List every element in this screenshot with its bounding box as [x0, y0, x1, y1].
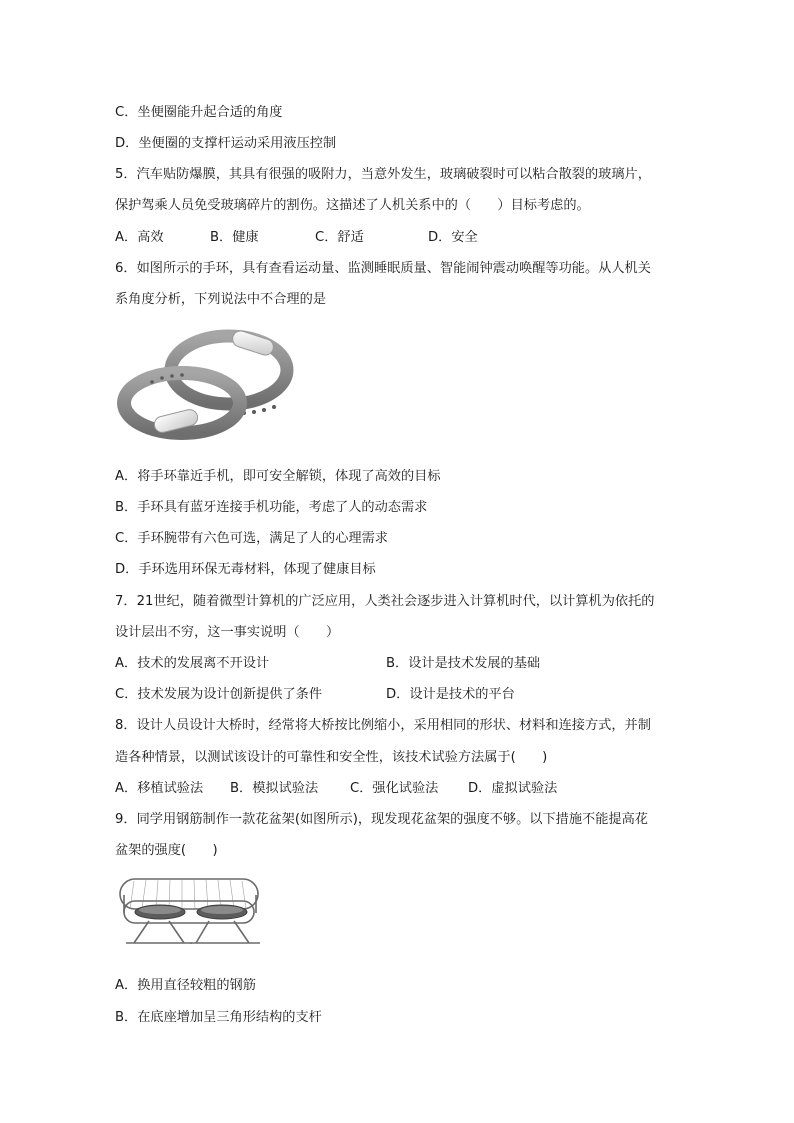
q4-option-d: D．坐便圈的支撑杆运动采用液压控制 — [115, 136, 337, 151]
q8-option-b: B．模拟试验法 — [230, 781, 319, 796]
q8-option-d: D．虚拟试验法 — [468, 781, 558, 796]
q8-stem-line1: 8．设计人员设计大桥时，经常将大桥按比例缩小，采用相同的形状、材料和连接方式，并制 — [115, 718, 651, 733]
q5-option-c: C．舒适 — [315, 230, 364, 245]
q7-stem-line1: 7．21世纪，随着微型计算机的广泛应用，人类社会逐步进入计算机时代，以计算机为依托的 — [115, 594, 655, 609]
q6-option-a: A．将手环靠近手机，即可安全解锁，体现了高效的目标 — [115, 469, 441, 484]
flowerpot-stand-image — [114, 873, 266, 953]
q5-stem-line1: 5．汽车贴防爆膜，其具有很强的吸附力，当意外发生，玻璃破裂时可以粘合散裂的玻璃片， — [115, 167, 651, 182]
q7-option-a: A．技术的发展离不开设计 — [115, 656, 270, 671]
q9-option-a: A．换用直径较粗的钢筋 — [115, 978, 256, 993]
q6-stem-line1: 6．如图所示的手环，具有查看运动量、监测睡眠质量、智能闹钟震动唤醒等功能。从人机关 — [115, 261, 651, 276]
q8-stem-line2: 造各种情景，以测试该设计的可靠性和安全性，该技术试验方法属于( ) — [115, 750, 548, 765]
q7-option-d: D．设计是技术的平台 — [386, 687, 515, 702]
wristband-image — [114, 325, 294, 447]
q8-option-a: A．移植试验法 — [115, 781, 204, 796]
q6-option-d: D．手环选用环保无毒材料，体现了健康目标 — [115, 562, 376, 577]
q7-option-c: C．技术发展为设计创新提供了条件 — [115, 687, 323, 702]
q5-option-d: D．安全 — [428, 230, 478, 245]
q5-option-b: B．健康 — [210, 230, 259, 245]
q7-stem-line2: 设计层出不穷，这一事实说明（ ） — [115, 625, 340, 640]
q5-stem-line2: 保护驾乘人员免受玻璃碎片的割伤。这描述了人机关系中的（ ）目标考虑的。 — [115, 198, 590, 213]
q6-stem-line2: 系角度分析，下列说法中不合理的是 — [115, 292, 326, 307]
q4-option-c: C．坐便圈能升起合适的角度 — [115, 105, 283, 120]
q9-option-b: B．在底座增加呈三角形结构的支杆 — [115, 1010, 322, 1025]
q5-option-a: A．高效 — [115, 230, 164, 245]
q9-stem-line2: 盆架的强度( ) — [115, 843, 218, 858]
q7-option-b: B．设计是技术发展的基础 — [386, 656, 541, 671]
q6-option-c: C．手环腕带有六色可选，满足了人的心理需求 — [115, 531, 388, 546]
q6-option-b: B．手环具有蓝牙连接手机功能，考虑了人的动态需求 — [115, 500, 428, 515]
q9-stem-line1: 9．同学用钢筋制作一款花盆架(如图所示)，现发现花盆架的强度不够。以下措施不能提高花 — [115, 812, 648, 827]
q8-option-c: C．强化试验法 — [350, 781, 439, 796]
